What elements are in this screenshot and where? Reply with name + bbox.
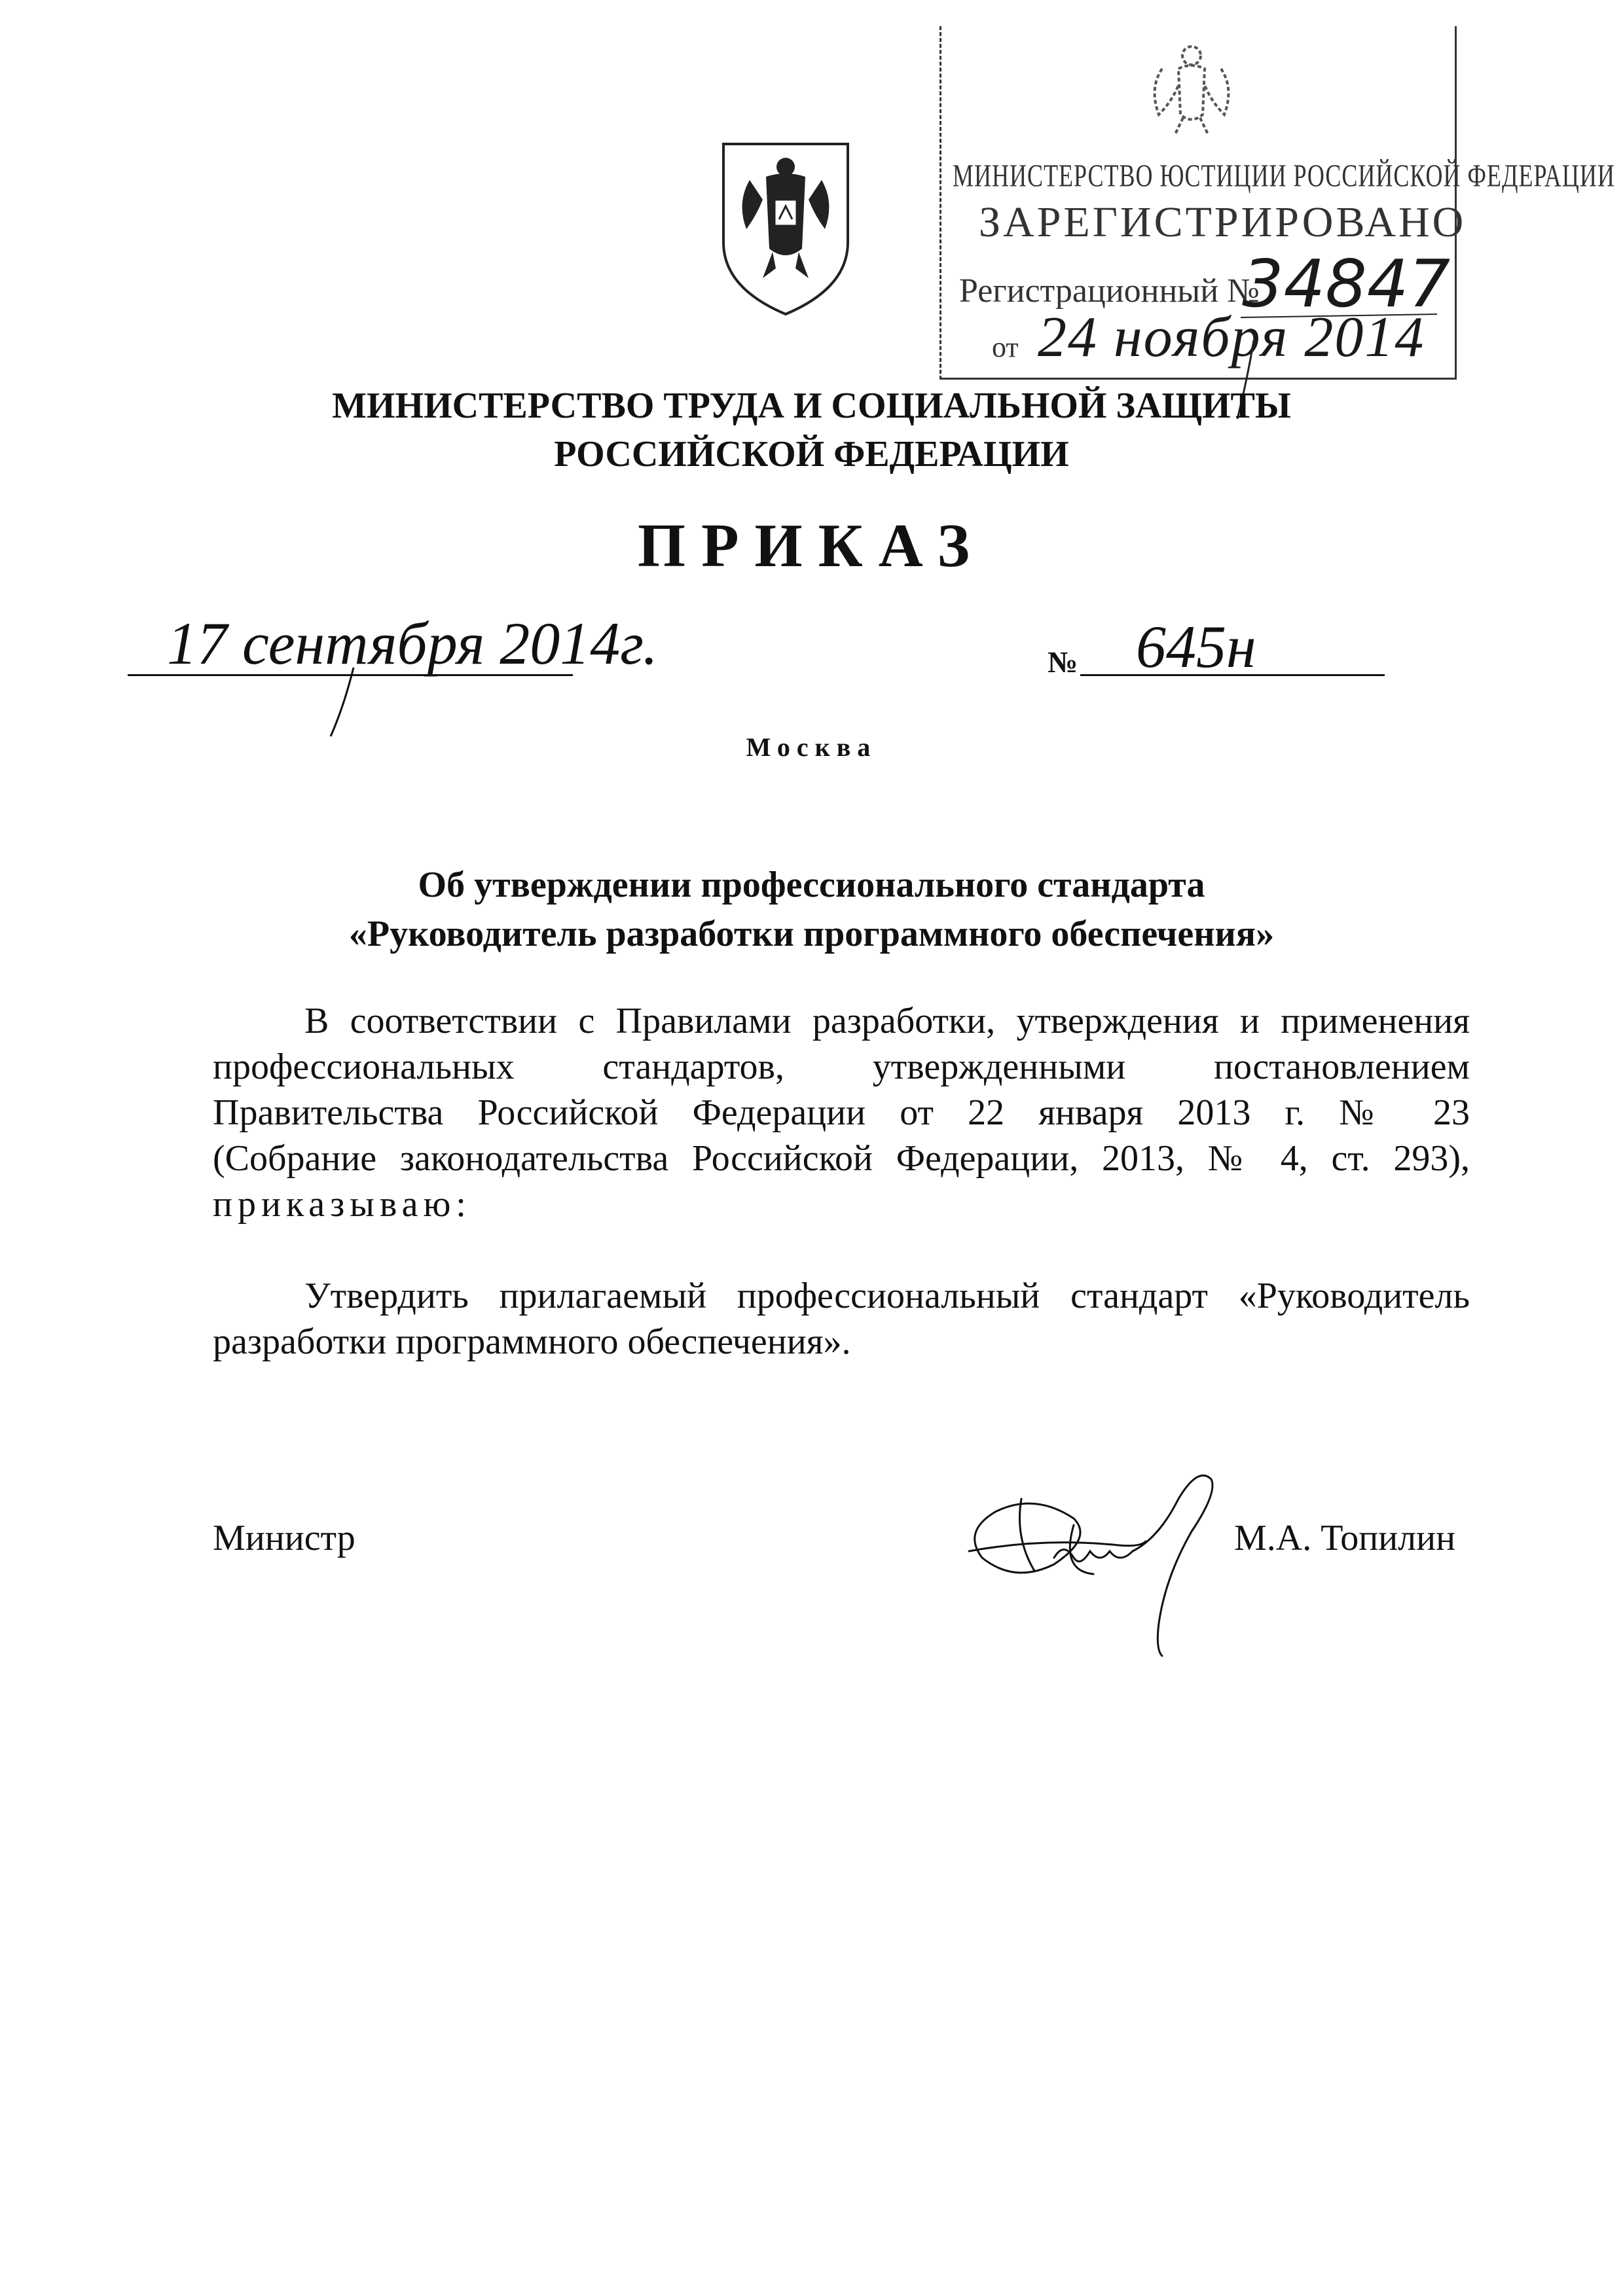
- stamp-registration-number-label: Регистрационный №: [959, 272, 1260, 310]
- body-paragraph-1-line-2: профессиональных стандартов, утвержденными постановлением: [213, 1047, 1470, 1087]
- handwritten-signature: [943, 1460, 1309, 1669]
- body-paragraph-1-line-1: В соответствии с Правилами разработки, утверждения и применения: [304, 1001, 1470, 1041]
- stamp-date-label: от: [992, 331, 1019, 363]
- stamp-registered-label: ЗАРЕГИСТРИРОВАНО: [979, 198, 1467, 246]
- stamp-ministry-name: МИНИСТЕРСТВО ЮСТИЦИИ РОССИЙСКОЙ ФЕДЕРАЦИИ: [953, 158, 1615, 194]
- ministry-name-line-2: РОССИЙСКОЙ ФЕДЕРАЦИИ: [554, 434, 1069, 475]
- number-sign: №: [1048, 645, 1078, 679]
- order-date: 17 сентября 2014г.: [167, 610, 658, 677]
- body-paragraph-1-line-3: Правительства Российской Федерации от 22 января 2013 г. № 23: [213, 1092, 1470, 1133]
- body-paragraph-2-line-2: разработки программного обеспечения».: [213, 1321, 851, 1362]
- body-paragraph-2-line-1: Утвердить прилагаемый профессиональный стандарт «Руководитель: [304, 1276, 1470, 1316]
- stamp-registration-number: 34847: [1242, 245, 1451, 322]
- signer-title: Министр: [213, 1518, 356, 1558]
- order-number: 645н: [1136, 613, 1256, 680]
- ministry-name-line-1: МИНИСТЕРСТВО ТРУДА И СОЦИАЛЬНОЙ ЗАЩИТЫ: [332, 386, 1291, 426]
- subject-line-2: «Руководитель разработки программного обеспечения»: [348, 914, 1275, 954]
- number-underline: [1080, 674, 1385, 676]
- signer-name: М.А. Топилин: [1234, 1518, 1456, 1558]
- stamp-registration-date: 24 ноября 2014: [1038, 306, 1425, 369]
- city-name: Москва: [746, 732, 877, 762]
- body-paragraph-1-line-4: (Собрание законодательства Российской Федерации, 2013, № 4, ст. 293),: [213, 1138, 1470, 1179]
- body-paragraph-1-line-5: приказываю:: [213, 1184, 471, 1225]
- subject-line-1: Об утверждении профессионального стандарта: [418, 865, 1205, 905]
- document-type-title: ПРИКАЗ: [638, 512, 985, 580]
